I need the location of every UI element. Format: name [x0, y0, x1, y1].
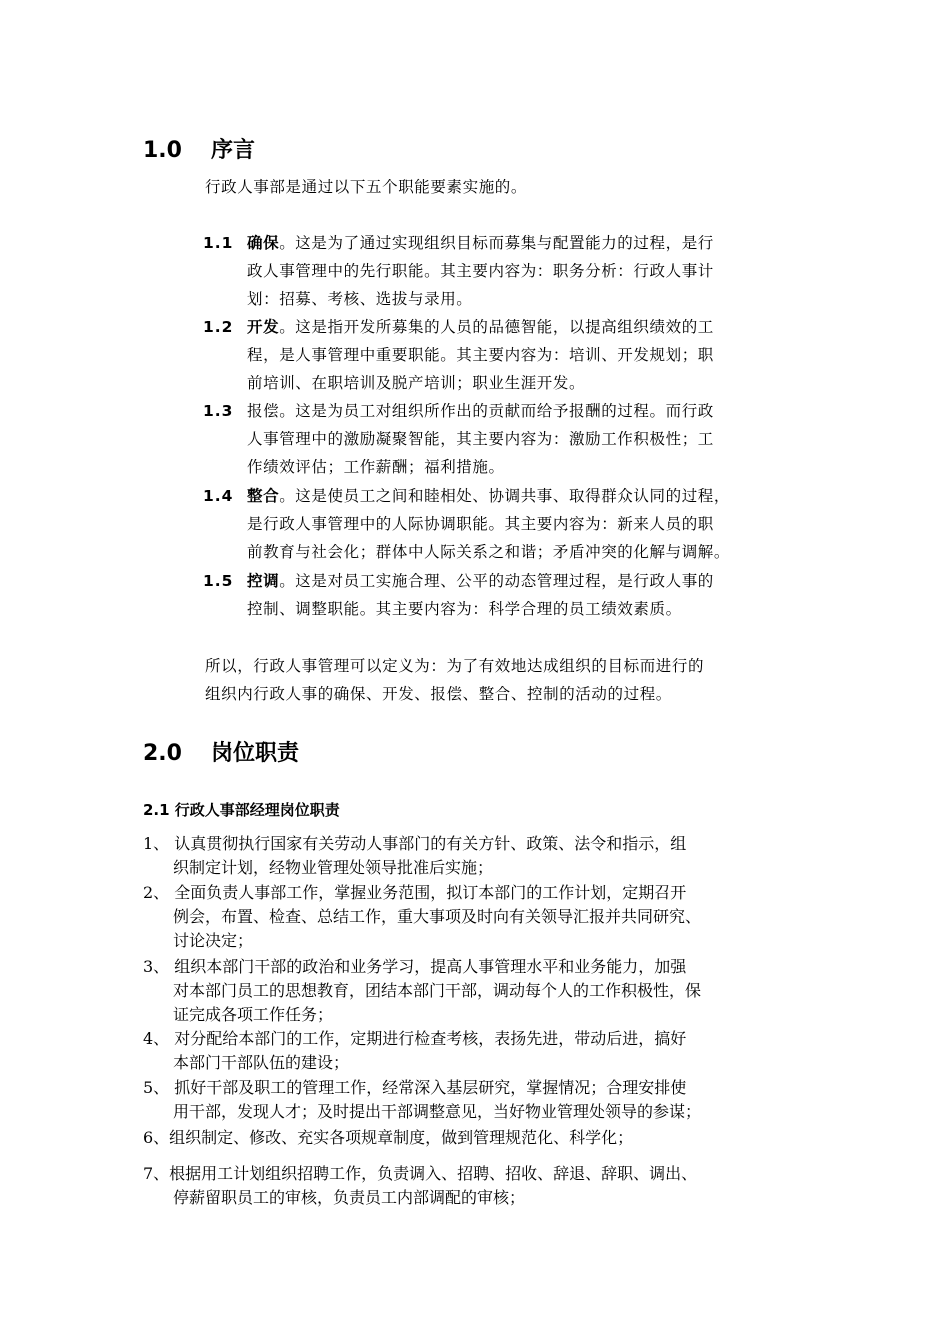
duty-item-4 — [143, 1027, 823, 1075]
section-1-heading — [143, 137, 255, 165]
duty-item-5 — [143, 1076, 823, 1124]
conclusion-paragraph — [205, 652, 815, 708]
duty-line: 织制定计划，经物业管理处领导批准后实施； — [173, 858, 494, 877]
duty-line: 证完成各项工作任务； — [173, 1005, 334, 1024]
duty-line: 4、 对分配给本部门的工作，定期进行检查考核，表扬先进，带动后进，搞好 — [143, 1029, 687, 1048]
subsection-1-2 — [203, 313, 813, 397]
section-2-heading — [143, 740, 299, 768]
subsection-1-5 — [203, 567, 813, 623]
subsection-text-line: 政人事管理中的先行职能。其主要内容为：职务分析：行政人事计 — [247, 262, 714, 280]
duty-line: 6、组织制定、修改、充实各项规章制度，做到管理规范化、科学化； — [143, 1128, 634, 1147]
conclusion-line: 组织内行政人事的确保、开发、报偿、整合、控制的活动的过程。 — [205, 685, 672, 703]
subsection-keyword: 控调 — [247, 572, 280, 590]
subsection-number: 1.4 — [203, 487, 234, 505]
duty-line: 2、 全面负责人事部工作，掌握业务范围，拟订本部门的工作计划，定期召开 — [143, 883, 687, 902]
duty-item-6 — [143, 1126, 823, 1150]
subsection-number: 1.2 — [203, 318, 234, 336]
duty-item-7 — [143, 1162, 823, 1210]
section-title: 序言 — [211, 138, 256, 163]
subsection-number: 1.1 — [203, 234, 234, 252]
duty-line: 用干部，发现人才；及时提出干部调整意见，当好物业管理处领导的参谋； — [173, 1102, 702, 1121]
subsection-text-line: 控制、调整职能。其主要内容为：科学合理的员工绩效素质。 — [247, 600, 682, 618]
subsection-text-line: 。这是对员工实施合理、公平的动态管理过程，是行政人事的 — [279, 572, 714, 590]
duty-line: 例会，布置、检查、总结工作，重大事项及时向有关领导汇报并共同研究、 — [173, 907, 702, 926]
subsection-text-line: 程，是人事管理中重要职能。其主要内容为：培训、开发规划；职 — [247, 346, 714, 364]
subsection-text-line: 报偿。这是为员工对组织所作出的贡献而给予报酬的过程。而行政 — [247, 402, 714, 420]
duty-line: 讨论决定； — [173, 931, 254, 950]
subsection-number: 1.3 — [203, 402, 234, 420]
subsection-text-line: 划：招募、考核、选拔与录用。 — [247, 290, 473, 308]
subsection-keyword: 开发 — [247, 318, 280, 336]
duty-item-2 — [143, 881, 823, 953]
subsection-text-line: 前培训、在职培训及脱产培训；职业生涯开发。 — [247, 374, 586, 392]
subsection-1-3 — [203, 397, 813, 481]
subsection-text-line: 。这是使员工之间和睦相处、协调共事、取得群众认同的过程， — [279, 487, 731, 505]
subsection-text-line: 是行政人事管理中的人际协调职能。其主要内容为：新来人员的职 — [247, 515, 714, 533]
duty-line: 3、 组织本部门干部的政治和业务学习，提高人事管理水平和业务能力，加强 — [143, 957, 687, 976]
subsection-text-line: 。这是为了通过实现组织目标而募集与配置能力的过程，是行 — [279, 234, 714, 252]
subsection-text-line: 前教育与社会化；群体中人际关系之和谐；矛盾冲突的化解与调解。 — [247, 543, 731, 561]
duty-line: 停薪留职员工的审核，负责员工内部调配的审核； — [173, 1188, 526, 1207]
section-number: 2.0 — [143, 741, 182, 766]
subsection-keyword: 整合 — [247, 487, 280, 505]
duty-line: 本部门干部队伍的建设； — [173, 1053, 350, 1072]
duty-line: 7、根据用工计划组织招聘工作，负责调入、招聘、招收、辞退、辞职、调出、 — [143, 1164, 698, 1183]
duty-line: 1、 认真贯彻执行国家有关劳动人事部门的有关方针、政策、法令和指示，组 — [143, 834, 687, 853]
subsection-keyword: 确保 — [247, 234, 280, 252]
subsection-1-4 — [203, 482, 813, 566]
duty-item-3 — [143, 955, 823, 1027]
subsection-text-line: 作绩效评估；工作薪酬；福利措施。 — [247, 458, 505, 476]
subsection-heading-2-1: 2.1 行政人事部经理岗位职责 — [143, 801, 340, 819]
subsection-1-1 — [203, 229, 813, 313]
duty-item-1 — [143, 832, 823, 880]
duty-line: 5、 抓好干部及职工的管理工作，经常深入基层研究，掌握情况；合理安排使 — [143, 1078, 687, 1097]
subsection-text-line: 。这是指开发所募集的人员的品德智能，以提高组织绩效的工 — [279, 318, 714, 336]
section-number: 1.0 — [143, 138, 182, 163]
conclusion-line: 所以，行政人事管理可以定义为：为了有效地达成组织的目标而进行的 — [205, 657, 705, 675]
subsection-number: 1.5 — [203, 572, 234, 590]
subsection-text-line: 人事管理中的激励凝聚智能，其主要内容为：激励工作积极性；工 — [247, 430, 714, 448]
duty-line: 对本部门员工的思想教育，团结本部门干部，调动每个人的工作积极性，保 — [173, 981, 702, 1000]
section-title: 岗位职责 — [211, 741, 300, 766]
intro-text: 行政人事部是通过以下五个职能要素实施的。 — [205, 178, 528, 196]
